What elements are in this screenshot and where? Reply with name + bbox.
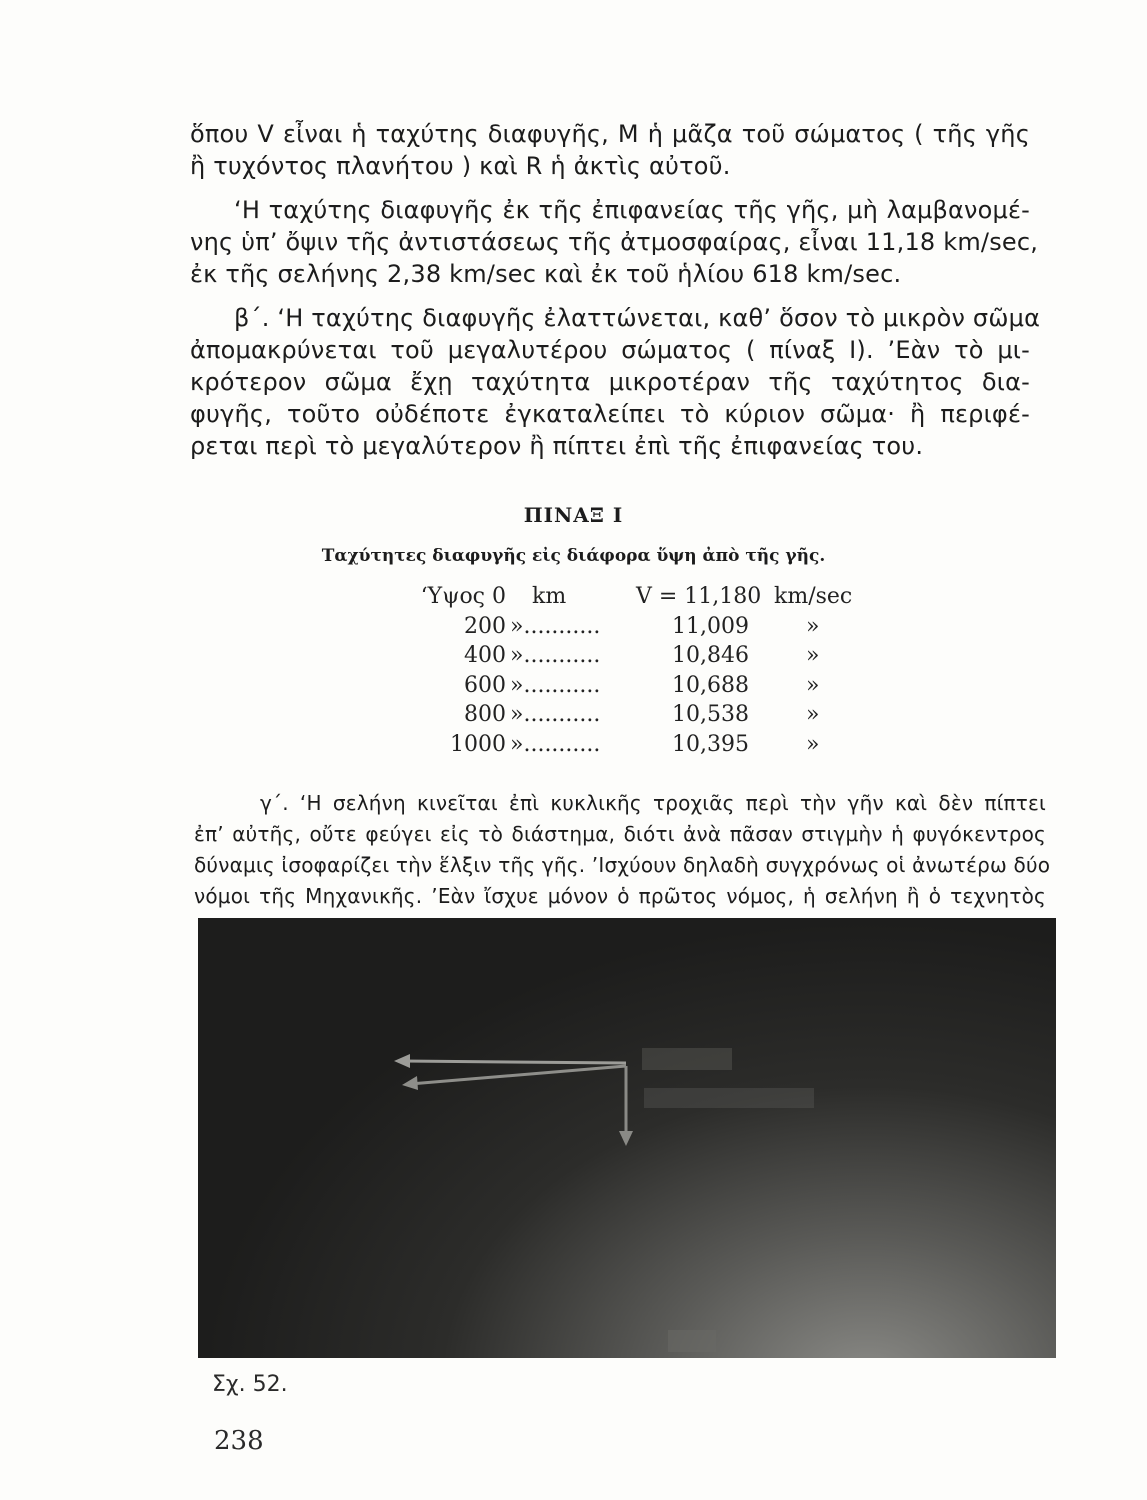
- faded-mark: [668, 1330, 716, 1352]
- velocity-cell: V = 11,180: [636, 584, 762, 609]
- text-line: φυγῆς, τοῦτο οὐδέποτε ἐγκαταλείπει τὸ κύριον σῶμα· ἢ περιφέ-: [190, 400, 1030, 428]
- table-row: [420, 582, 866, 612]
- velocity-unit-cell: »: [806, 731, 820, 757]
- altitude-cell: 1000: [450, 731, 506, 757]
- table-subtitle: Ταχύτητες διαφυγῆς εἰς διάφορα ὕψη ἀπὸ τῆς γῆς.: [321, 546, 826, 566]
- altitude-cell: 800: [464, 702, 506, 727]
- faded-label: [642, 1048, 732, 1070]
- velocity-unit-cell: »: [806, 672, 820, 698]
- altitude-unit-cell: »...........: [510, 613, 601, 639]
- velocity-arrow: [403, 1061, 626, 1063]
- altitude-unit-cell: »...........: [510, 672, 601, 698]
- altitude-unit-cell: »...........: [510, 643, 601, 668]
- altitude-cell: ‘Υψος 0: [420, 584, 506, 609]
- text-line: γ΄. ‘Η σελήνη κινεῖται ἐπὶ κυκλικῆς τροχιᾶς περὶ τὴν γῆν καὶ δὲν πίπτει: [260, 791, 1046, 815]
- resultant-arrow: [410, 1066, 626, 1084]
- escape-velocity-table: [420, 582, 866, 759]
- text-line: ἐπ’ αὐτῆς, οὔτε φεύγει εἰς τὸ διάστημα, διότι ἀνὰ πᾶσαν στιγμὴν ἡ φυγόκεντρος: [194, 822, 1046, 846]
- velocity-unit-cell: »: [806, 702, 820, 727]
- figure-photo: [198, 918, 1056, 1358]
- altitude-unit-cell: km: [532, 584, 567, 609]
- text-line: δύναμις ἰσοφαρίζει τὴν ἕλξιν τῆς γῆς. ’Ισχύουν δηλαδὴ συγχρόνως οἱ ἀνωτέρω δύο: [194, 853, 1051, 877]
- text-line: β΄. ‘Η ταχύτης διαφυγῆς ἐλαττώνεται, καθ’ ὅσον τὸ μικρὸν σῶμα: [234, 304, 1041, 332]
- text-line: ἢ τυχόντος πλανήτου ) καὶ R ἡ ἀκτὶς αὐτοῦ.: [190, 152, 731, 180]
- table-row: [426, 671, 866, 701]
- altitude-unit-cell: »...........: [510, 702, 601, 727]
- velocity-unit-cell: km/sec: [774, 584, 853, 609]
- faded-label: [644, 1088, 814, 1108]
- velocity-diagram: [198, 918, 1056, 1358]
- table-row: [426, 700, 866, 730]
- table-row: [426, 641, 866, 671]
- text-line: ἐκ τῆς σελήνης 2,38 km/sec καὶ ἐκ τοῦ ἡλίου 618 km/sec.: [190, 260, 902, 288]
- text-line: ἀπομακρύνεται τοῦ μεγαλυτέρου σώματος ( πίναξ I). ’Εὰν τὸ μι-: [190, 336, 1030, 364]
- velocity-cell: 10,688: [672, 672, 749, 698]
- altitude-unit-cell: »...........: [510, 731, 601, 757]
- text-line: νης ὑπ’ ὄψιν τῆς ἀντιστάσεως τῆς ἀτμοσφαίρας, εἶναι 11,18 km/sec,: [190, 228, 1039, 256]
- page-number: 238: [214, 1426, 264, 1456]
- arrowhead-icon: [394, 1054, 410, 1068]
- text-line: κρότερον σῶμα ἔχῃ ταχύτητα μικροτέραν τῆς ταχύτητος δια-: [190, 368, 1030, 396]
- table-row: [426, 612, 866, 642]
- text-line: ρεται περὶ τὸ μεγαλύτερον ἢ πίπτει ἐπὶ τῆς ἐπιφανείας του.: [190, 432, 924, 460]
- text-line: ‘Η ταχύτης διαφυγῆς ἐκ τῆς ἐπιφανείας τῆς γῆς, μὴ λαμβανομέ-: [234, 196, 1030, 224]
- table-row: [426, 730, 866, 760]
- arrowhead-icon: [619, 1131, 633, 1146]
- text-line: νόμοι τῆς Μηχανικῆς. ’Εὰν ἴσχυε μόνον ὁ πρῶτος νόμος, ἡ σελήνη ἢ ὁ τεχνητὸς: [194, 884, 1046, 908]
- velocity-cell: 11,009: [672, 613, 749, 639]
- velocity-cell: 10,846: [672, 643, 749, 668]
- table-heading: ΠΙΝΑΞ I: [523, 503, 624, 527]
- velocity-unit-cell: »: [806, 613, 820, 639]
- arrowhead-icon: [402, 1076, 418, 1090]
- paragraph-3: [190, 302, 1041, 462]
- paragraph-1: [190, 118, 1030, 182]
- text-line: ὅπου V εἶναι ἡ ταχύτης διαφυγῆς, M ἡ μᾶζα τοῦ σώματος ( τῆς γῆς: [190, 120, 1030, 148]
- velocity-cell: 10,395: [672, 731, 749, 757]
- figure-caption: Σχ. 52.: [212, 1372, 288, 1397]
- paragraph-2: [190, 194, 1039, 290]
- velocity-cell: 10,538: [672, 702, 749, 727]
- paragraph-4: [194, 788, 1051, 912]
- altitude-cell: 400: [464, 643, 506, 668]
- altitude-cell: 200: [464, 613, 506, 639]
- altitude-cell: 600: [464, 672, 506, 698]
- velocity-unit-cell: »: [806, 643, 820, 668]
